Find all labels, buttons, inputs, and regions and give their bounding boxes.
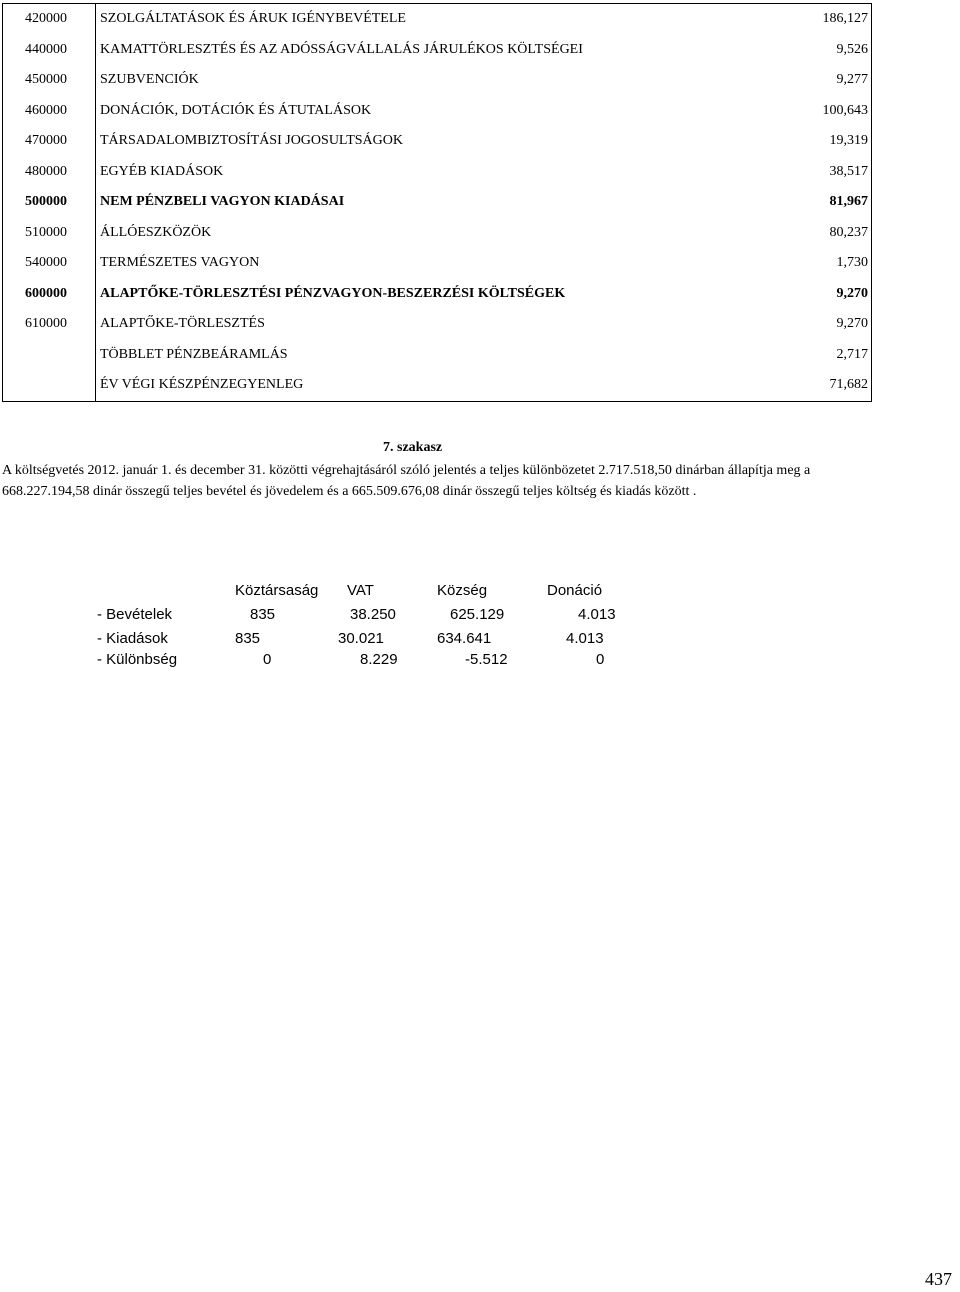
budget-value: 71,682 — [829, 377, 868, 393]
budget-row — [3, 157, 872, 188]
budget-code: 500000 — [3, 187, 96, 218]
budget-code: 480000 — [3, 157, 96, 188]
budget-value: 81,967 — [829, 194, 868, 210]
budget-row — [3, 248, 872, 279]
budget-row — [3, 187, 872, 218]
summary-cell: 38.250 — [350, 606, 396, 623]
summary-row-label: - Kiadások — [97, 630, 168, 647]
summary-cell: 0 — [596, 651, 605, 668]
budget-row — [3, 218, 872, 249]
summary-cell: 30.021 — [338, 630, 384, 647]
budget-value: 80,237 — [829, 224, 868, 240]
summary-cell: 625.129 — [450, 606, 505, 623]
summary-header: VAT — [347, 582, 374, 599]
budget-value: 2,717 — [836, 346, 868, 362]
budget-code: 510000 — [3, 218, 96, 249]
budget-label: ALAPTŐKE-TÖRLESZTÉSI PÉNZVAGYON-BESZERZÉSI KÖLTSÉGEK — [100, 285, 566, 301]
budget-row — [3, 279, 872, 310]
budget-row — [3, 96, 872, 127]
page-number: 437 — [925, 1269, 952, 1289]
budget-row — [3, 126, 872, 157]
budget-code: 460000 — [3, 96, 96, 127]
budget-value: 100,643 — [822, 102, 868, 118]
budget-row — [3, 4, 872, 35]
budget-code: 540000 — [3, 248, 96, 279]
budget-row — [3, 309, 872, 340]
summary-cell: 634.641 — [437, 630, 492, 647]
budget-label: TERMÉSZETES VAGYON — [100, 255, 260, 271]
budget-label: SZUBVENCIÓK — [100, 72, 199, 88]
budget-code: 470000 — [3, 126, 96, 157]
budget-code: 440000 — [3, 35, 96, 66]
section-text: A költségvetés 2012. január 1. és december 31. közötti végrehajtásáról szóló jelentés a teljes különbözetet 2.717.518,50 dinárban állapítja meg a 668.227.194,58 dinár összegű teljes bevétel és jövedelem és a 665.509.676,08 dinár összegű teljes költség és kiadás között . — [2, 463, 811, 499]
summary-header: Donáció — [547, 582, 603, 599]
budget-value: 9,270 — [836, 285, 868, 301]
budget-table — [2, 3, 872, 402]
budget-value: 9,526 — [836, 41, 868, 57]
summary-row-label: - Bevételek — [97, 606, 173, 623]
budget-label: ALAPTŐKE-TÖRLESZTÉS — [100, 316, 265, 332]
budget-label: DONÁCIÓK, DOTÁCIÓK ÉS ÁTUTALÁSOK — [100, 102, 372, 118]
budget-value: 1,730 — [836, 255, 868, 271]
summary-cell: 4.013 — [566, 630, 604, 647]
budget-code: 600000 — [3, 279, 96, 310]
summary-cell: 835 — [250, 606, 276, 623]
budget-label: KAMATTÖRLESZTÉS ÉS AZ ADÓSSÁGVÁLLALÁS JÁRULÉKOS KÖLTSÉGEI — [100, 41, 583, 57]
budget-value: 9,277 — [836, 72, 868, 88]
budget-value: 19,319 — [829, 133, 868, 149]
summary-cell: 0 — [263, 651, 272, 668]
budget-value: 38,517 — [829, 163, 868, 179]
budget-label: SZOLGÁLTATÁSOK ÉS ÁRUK IGÉNYBEVÉTELE — [100, 11, 406, 27]
budget-row — [3, 35, 872, 66]
budget-label: TÁRSADALOMBIZTOSÍTÁSI JOGOSULTSÁGOK — [100, 133, 403, 149]
summary-header: Köztársaság — [235, 582, 319, 599]
summary-cell: 835 — [235, 630, 261, 647]
budget-code: 610000 — [3, 309, 96, 340]
budget-label: TÖBBLET PÉNZBEÁRAMLÁS — [100, 346, 288, 362]
budget-label: ÉV VÉGI KÉSZPÉNZEGYENLEG — [100, 377, 304, 393]
budget-row — [3, 340, 872, 371]
summary-cell: -5.512 — [465, 651, 508, 668]
budget-row — [3, 65, 872, 96]
summary-cell: 8.229 — [360, 651, 398, 668]
budget-row — [3, 370, 872, 401]
summary-header: Község — [437, 582, 488, 599]
summary-cell: 4.013 — [578, 606, 616, 623]
budget-value: 186,127 — [822, 11, 868, 27]
budget-code — [3, 370, 96, 401]
section-title: 7. szakasz — [383, 440, 443, 455]
budget-label: ÁLLÓESZKÖZÖK — [100, 224, 212, 240]
budget-value: 9,270 — [836, 316, 868, 332]
budget-label: EGYÉB KIADÁSOK — [100, 163, 224, 179]
budget-label: NEM PÉNZBELI VAGYON KIADÁSAI — [100, 194, 345, 210]
budget-code — [3, 340, 96, 371]
summary-row-label: - Különbség — [97, 651, 178, 668]
budget-code: 420000 — [3, 4, 96, 35]
budget-code: 450000 — [3, 65, 96, 96]
